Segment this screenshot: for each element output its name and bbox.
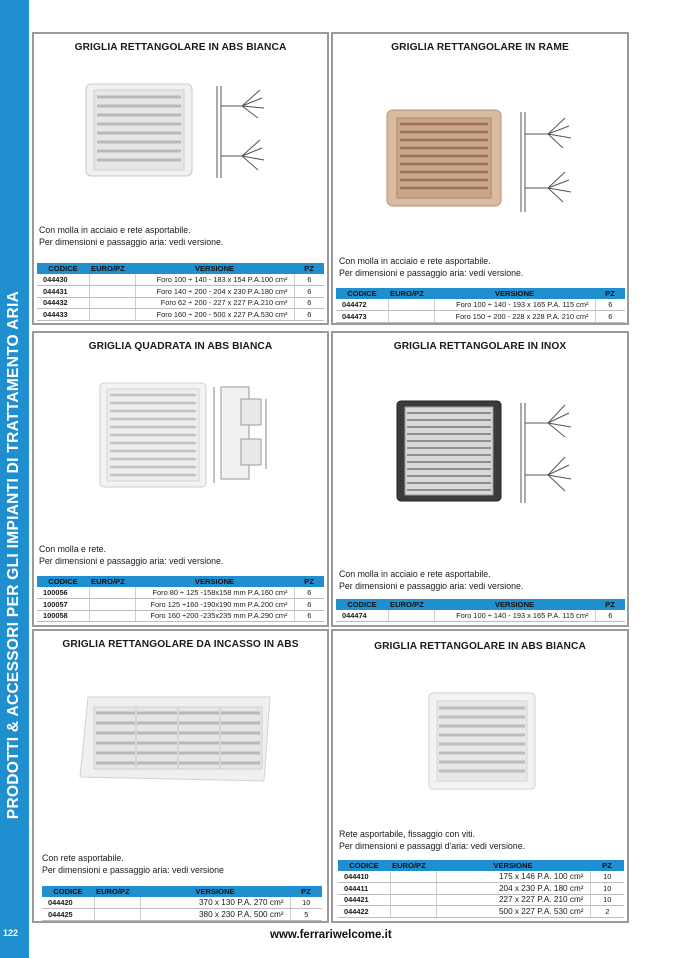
col-pz: PZ bbox=[595, 599, 625, 610]
version-cell: Foro 100 ÷ 140 - 193 x 165 P.A. 115 cm² bbox=[434, 299, 595, 311]
footer-url[interactable]: www.ferrariwelcome.it bbox=[270, 929, 392, 941]
col-code: CODICE bbox=[37, 263, 89, 274]
price-cell bbox=[89, 274, 135, 286]
version-cell: Foro 140 ÷ 200 - 204 x 230 P.A.180 cm² bbox=[135, 286, 294, 298]
col-pz: PZ bbox=[595, 288, 625, 299]
pz-cell: 6 bbox=[294, 587, 324, 599]
pz-cell: 10 bbox=[590, 871, 624, 883]
pz-cell: 6 bbox=[595, 610, 625, 622]
table-row bbox=[37, 610, 324, 622]
version-cell: 370 x 130 P.A. 270 cm² bbox=[140, 897, 290, 909]
col-code: CODICE bbox=[336, 288, 388, 299]
code-cell: 044433 bbox=[37, 309, 89, 321]
table-row bbox=[37, 587, 324, 599]
grille-image bbox=[82, 78, 302, 208]
sidebar-title: PRODOTTI & ACCESSORI PER GLI IMPIANTI DI TRATTAMENTO ARIA bbox=[5, 290, 22, 820]
product-table bbox=[336, 599, 625, 622]
table-row bbox=[42, 909, 322, 921]
col-price: EURO/PZ bbox=[94, 886, 140, 897]
table-row bbox=[37, 297, 324, 309]
col-pz: PZ bbox=[294, 263, 324, 274]
grille-image bbox=[74, 693, 284, 785]
col-code: CODICE bbox=[42, 886, 94, 897]
table-row bbox=[338, 883, 624, 895]
panel-title: GRIGLIA RETTANGOLARE IN RAME bbox=[391, 42, 569, 53]
pz-cell: 6 bbox=[595, 311, 625, 323]
table-row bbox=[336, 610, 625, 622]
table-row bbox=[338, 871, 624, 883]
pz-cell: 6 bbox=[294, 274, 324, 286]
price-cell bbox=[89, 587, 135, 599]
panel-title: GRIGLIA RETTANGOLARE IN ABS BIANCA bbox=[374, 641, 586, 652]
code-cell: 044474 bbox=[336, 610, 388, 622]
col-price: EURO/PZ bbox=[89, 263, 135, 274]
panel-title: GRIGLIA RETTANGOLARE IN ABS BIANCA bbox=[74, 42, 287, 53]
pz-cell: 6 bbox=[294, 309, 324, 321]
code-cell: 044421 bbox=[338, 894, 390, 906]
grille-image bbox=[96, 379, 296, 495]
version-cell: Foro 62 ÷ 200 - 227 x 227 P.A.210 cm² bbox=[135, 297, 294, 309]
panel-description: Con molla in acciaio e rete asportabile. Per dimensioni e passaggio aria: vedi versione. bbox=[39, 225, 224, 247]
panel-description: Con molla e rete. Per dimensioni e passaggio aria: vedi versione. bbox=[39, 544, 224, 566]
code-cell: 044430 bbox=[37, 274, 89, 286]
col-code: CODICE bbox=[338, 860, 390, 871]
price-cell bbox=[390, 906, 436, 918]
price-cell bbox=[89, 297, 135, 309]
col-pz: PZ bbox=[590, 860, 624, 871]
price-cell bbox=[94, 909, 140, 921]
pz-cell: 6 bbox=[294, 286, 324, 298]
col-pz: PZ bbox=[290, 886, 322, 897]
version-cell: Foro 160 ÷200 -235x235 mm P.A.290 cm² bbox=[135, 610, 294, 622]
product-panel-square-abs bbox=[32, 331, 329, 627]
pz-cell: 6 bbox=[294, 599, 324, 611]
code-cell: 100057 bbox=[37, 599, 89, 611]
table-row bbox=[336, 311, 625, 323]
col-price: EURO/PZ bbox=[388, 599, 434, 610]
col-version: VERSIONE bbox=[140, 886, 290, 897]
panel-description: Con molla in acciaio e rete asportabile. Per dimensioni e passaggio aria: vedi versione. bbox=[339, 256, 524, 278]
code-cell: 044425 bbox=[42, 909, 94, 921]
code-cell: 044472 bbox=[336, 299, 388, 311]
price-cell bbox=[89, 286, 135, 298]
version-cell: 227 x 227 P.A. 210 cm² bbox=[436, 894, 590, 906]
version-cell: Foro 160 ÷ 200 - 500 x 227 P.A.530 cm² bbox=[135, 309, 294, 321]
code-cell: 044422 bbox=[338, 906, 390, 918]
version-cell: Foro 150 ÷ 200 - 228 x 228 P.A. 210 cm² bbox=[434, 311, 595, 323]
col-version: VERSIONE bbox=[436, 860, 590, 871]
col-code: CODICE bbox=[336, 599, 388, 610]
code-cell: 100056 bbox=[37, 587, 89, 599]
code-cell: 044473 bbox=[336, 311, 388, 323]
pz-cell: 6 bbox=[294, 297, 324, 309]
page-number: 122 bbox=[3, 928, 19, 938]
product-panel-inox bbox=[331, 331, 629, 627]
table-row bbox=[37, 599, 324, 611]
product-panel-incasso bbox=[32, 629, 329, 923]
pz-cell: 10 bbox=[290, 897, 322, 909]
col-price: EURO/PZ bbox=[388, 288, 434, 299]
col-version: VERSIONE bbox=[135, 263, 294, 274]
product-table bbox=[37, 263, 324, 321]
code-cell: 044431 bbox=[37, 286, 89, 298]
price-cell bbox=[89, 599, 135, 611]
price-cell bbox=[390, 894, 436, 906]
panel-title: GRIGLIA RETTANGOLARE DA INCASSO IN ABS bbox=[62, 639, 299, 650]
price-cell bbox=[89, 610, 135, 622]
pz-cell: 5 bbox=[290, 909, 322, 921]
version-cell: Foro 100 ÷ 140 - 193 x 165 P.A. 115 cm² bbox=[434, 610, 595, 622]
col-version: VERSIONE bbox=[135, 576, 294, 587]
price-cell bbox=[89, 309, 135, 321]
grille-image bbox=[393, 397, 613, 507]
price-cell bbox=[94, 897, 140, 909]
table-row bbox=[338, 906, 624, 918]
product-table bbox=[336, 288, 625, 323]
sidebar bbox=[0, 0, 29, 958]
version-cell: Foro 80 ÷ 125 -158x158 mm P.A.160 cm² bbox=[135, 587, 294, 599]
code-cell: 100058 bbox=[37, 610, 89, 622]
col-price: EURO/PZ bbox=[390, 860, 436, 871]
product-panel-abs-white bbox=[32, 32, 329, 325]
col-version: VERSIONE bbox=[434, 599, 595, 610]
table-row bbox=[37, 309, 324, 321]
price-cell bbox=[390, 883, 436, 895]
table-row bbox=[338, 894, 624, 906]
version-cell: Foro 100 ÷ 140 - 183 x 154 P.A.100 cm² bbox=[135, 274, 294, 286]
grille-image bbox=[425, 689, 539, 793]
col-code: CODICE bbox=[37, 576, 89, 587]
version-cell: 175 x 146 P.A. 100 cm² bbox=[436, 871, 590, 883]
panel-description: Con rete asportabile. Per dimensioni e passaggio aria: vedi versione bbox=[42, 853, 224, 875]
code-cell: 044432 bbox=[37, 297, 89, 309]
pz-cell: 6 bbox=[595, 299, 625, 311]
table-row bbox=[42, 897, 322, 909]
code-cell: 044420 bbox=[42, 897, 94, 909]
product-table bbox=[42, 886, 322, 921]
panel-description: Rete asportabile, fissaggio con viti. Per dimensioni e passaggi d'aria: vedi versione. bbox=[339, 829, 526, 851]
code-cell: 044411 bbox=[338, 883, 390, 895]
product-table bbox=[37, 576, 324, 622]
pz-cell: 6 bbox=[294, 610, 324, 622]
panel-title: GRIGLIA QUADRATA IN ABS BIANCA bbox=[88, 341, 273, 352]
pz-cell: 10 bbox=[590, 894, 624, 906]
panel-description: Con molla in acciaio e rete asportabile. Per dimensioni e passaggio aria: vedi versione. bbox=[339, 569, 524, 591]
product-panel-abs-screws bbox=[331, 629, 629, 923]
price-cell bbox=[388, 311, 434, 323]
product-panel-copper bbox=[331, 32, 629, 325]
version-cell: 500 x 227 P.A. 530 cm² bbox=[436, 906, 590, 918]
col-version: VERSIONE bbox=[434, 288, 595, 299]
table-row bbox=[37, 286, 324, 298]
table-row bbox=[37, 274, 324, 286]
panel-title: GRIGLIA RETTANGOLARE IN INOX bbox=[393, 341, 567, 352]
pz-cell: 10 bbox=[590, 883, 624, 895]
table-row bbox=[336, 299, 625, 311]
grille-image bbox=[383, 104, 603, 224]
col-pz: PZ bbox=[294, 576, 324, 587]
pz-cell: 2 bbox=[590, 906, 624, 918]
product-table bbox=[338, 860, 624, 918]
version-cell: 204 x 230 P.A. 180 cm² bbox=[436, 883, 590, 895]
version-cell: Foro 125 ÷160 -190x190 mm P.A.200 cm² bbox=[135, 599, 294, 611]
price-cell bbox=[388, 299, 434, 311]
price-cell bbox=[388, 610, 434, 622]
code-cell: 044410 bbox=[338, 871, 390, 883]
version-cell: 380 x 230 P.A. 500 cm² bbox=[140, 909, 290, 921]
col-price: EURO/PZ bbox=[89, 576, 135, 587]
price-cell bbox=[390, 871, 436, 883]
